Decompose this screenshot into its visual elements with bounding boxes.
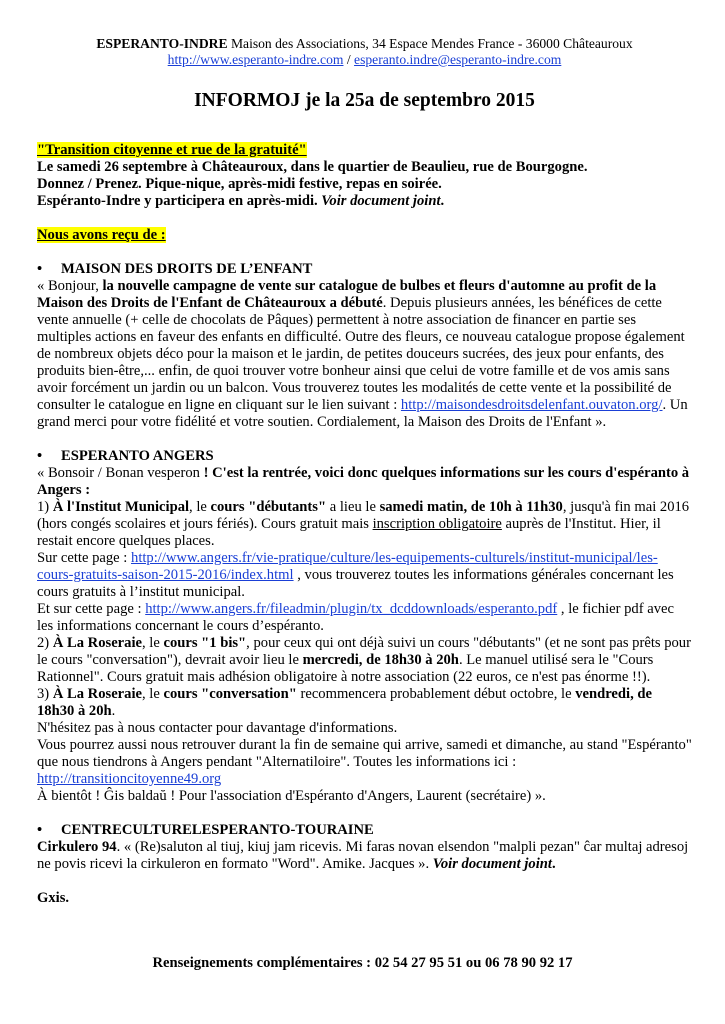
- text: . « (Re)saluton al tiuj, kiuj jam ricevis. Mi faras novan elsendon "malpli pezan" ĉar multaj adresoj ne povis ricevi la cirkuleron en formato "Word". Amike. Jacques ».: [37, 839, 689, 872]
- text: , le: [141, 635, 164, 651]
- text: a lieu le: [326, 499, 380, 515]
- text-bold: cours "conversation": [163, 686, 297, 702]
- document-page: [37, 36, 692, 907]
- text-underline: inscription obligatoire: [372, 516, 502, 532]
- text: « Bonsoir / Bonan vesperon: [37, 465, 204, 481]
- text-bold: cours "1 bis": [163, 635, 247, 651]
- angers-pdf-link[interactable]: http://www.angers.fr/fileadmin/plugin/tx_dcddownloads/esperanto.pdf: [145, 601, 558, 617]
- transition-line2: Donnez / Prenez. Pique-nique, après-midi festive, repas en soirée.: [37, 176, 442, 192]
- section-title: MAISON DES DROITS DE L’ENFANT: [61, 261, 313, 277]
- section-body: [37, 278, 692, 431]
- text: Vous pourrez aussi nous retrouver durant la fin de semaine qui arrive, samedi et dimanche, au stand "Espéranto" que nous tiendrons à Angers pendant "Alternatiloire". Toutes les informations ici :: [37, 737, 692, 770]
- text: 3): [37, 686, 53, 702]
- separator: /: [343, 52, 355, 67]
- page-title: INFORMOJ je la 25a de septembro 2015: [194, 90, 535, 111]
- transition-block: [37, 142, 692, 210]
- bullet: •: [37, 448, 43, 464]
- received-heading: Nous avons reçu de :: [37, 227, 166, 243]
- punct: .: [440, 193, 445, 209]
- org-name: ESPERANTO-INDRE: [96, 36, 228, 51]
- section-touraine: [37, 822, 692, 873]
- text: Et sur cette page :: [37, 601, 146, 617]
- section-maison-droits: [37, 261, 692, 431]
- attachment-note: Voir document joint: [432, 856, 552, 872]
- transition-line3: Espéranto-Indre y participera en après-midi.: [37, 193, 322, 209]
- text: . Le manuel utilisé sera le "Cours Rationnel". Cours gratuit mais adhésion obligatoire à notre association (22 euros, ce n'est pas énorme !!).: [37, 652, 654, 685]
- email-link[interactable]: esperanto.indre@esperanto-indre.com: [354, 52, 562, 67]
- org-address: Maison des Associations, 34 Espace Mendes France - 36000 Châteauroux: [227, 36, 633, 51]
- maison-link[interactable]: http://maisondesdroitsdelenfant.ouvaton.org/: [400, 397, 663, 413]
- text: 1): [37, 499, 53, 515]
- text: , le fichier pdf avec les informations concernant le cours d’espéranto.: [37, 601, 674, 634]
- text: , pour ceux qui ont déjà suivi un cours "débutants" (et ne sont pas prêts pour le cours "conversation"), devrait avoir lieu le: [37, 635, 691, 668]
- text-bold: À La Roseraie: [52, 686, 142, 702]
- attachment-note: Voir document joint: [321, 193, 441, 209]
- text: auprès de l'Institut. Hier, il restait encore quelques places.: [37, 516, 661, 549]
- text: Sur cette page :: [37, 550, 132, 566]
- signoff-line: À bientôt ! Ĝis baldaŭ ! Pour l'association d'Espéranto d'Angers, Laurent (secrétaire) ».: [37, 788, 546, 804]
- text-bold: Cirkulero 94: [37, 839, 117, 855]
- footer-contact: Renseignements complémentaires : 02 54 27 95 51 ou 06 78 90 92 17: [152, 955, 573, 971]
- text: , le: [189, 499, 211, 515]
- bullet: •: [37, 822, 43, 838]
- text-bold: cours "débutants": [210, 499, 327, 515]
- letterhead: [37, 36, 692, 68]
- text: recommencera probablement début octobre, le: [296, 686, 576, 702]
- text: , le: [141, 686, 164, 702]
- angers-institut-link[interactable]: http://www.angers.fr/vie-pratique/culture/les-equipements-culturels/institut-municipal/les-cours-gratuits-saison-2015-2016/index.html: [37, 550, 658, 583]
- section-angers: [37, 448, 692, 805]
- text-bold: samedi matin, de 10h à 11h30: [379, 499, 563, 515]
- text-bold: À La Roseraie: [52, 635, 142, 651]
- text: , jusqu'à fin mai 2016 (hors congés scolaires et jours fériés). Cours gratuit mais: [37, 499, 690, 532]
- text: . Un grand merci pour votre fidélité et votre soutien. Cordialement, la Maison des Droits de l'Enfant ».: [37, 397, 688, 430]
- text: . Depuis plusieurs années, les bénéfices de cette vente annuelle (+ celle de chocolats de Pâques) permettent à notre association de financer en partie ses multiples actions en faveur des enfants en difficulté. Outre des fleurs, ce nouveau catalogue propose également de nombreux objets déco pour la maison et le jardin, de petites douceurs sucrées, des jeux pour enfants, des produits bien-être,... enfin, de quoi trouver votre bonheur ainsi que celui de votre famille et de vos amis sans avoir forcément un jardin ou un balcon. Vous trouverez toutes les modalités de cette vente et la possibilité de consulter le catalogue en ligne en cliquant sur le lien suivant :: [37, 295, 685, 413]
- text: 2): [37, 635, 53, 651]
- text-bold: ! C'est la rentrée, voici donc quelques informations sur les cours d'espéranto à Angers :: [37, 465, 690, 498]
- transition-heading: "Transition citoyenne et rue de la gratuité": [37, 142, 307, 158]
- punct: .: [551, 856, 556, 872]
- text: .: [111, 703, 116, 719]
- text-bold: la nouvelle campagne de vente sur catalogue de bulbes et fleurs d'automne au profit de la Maison des Droits de l'Enfant de Châteauroux a débuté: [37, 278, 657, 311]
- section-title: CENTRECULTURELESPERANTO-TOURAINE: [61, 822, 374, 838]
- section-title: ESPERANTO ANGERS: [61, 448, 214, 464]
- closing: Gxis.: [37, 890, 70, 906]
- text-bold: À l'Institut Municipal: [52, 499, 190, 515]
- website-link[interactable]: http://www.esperanto-indre.com: [167, 52, 344, 67]
- text: « Bonjour,: [37, 278, 103, 294]
- transition49-link[interactable]: http://transitioncitoyenne49.org: [37, 771, 222, 787]
- text-bold: vendredi, de 18h30 à 20h: [37, 686, 652, 719]
- text-bold: mercredi, de 18h30 à 20h: [302, 652, 459, 668]
- transition-line1: Le samedi 26 septembre à Châteauroux, dans le quartier de Beaulieu, rue de Bourgogne.: [37, 159, 588, 175]
- contact-line: N'hésitez pas à nous contacter pour davantage d'informations.: [37, 720, 398, 736]
- bullet: •: [37, 261, 43, 277]
- text: , vous trouverez toutes les informations générales concernant les cours gratuits à l’institut municipal.: [37, 567, 674, 600]
